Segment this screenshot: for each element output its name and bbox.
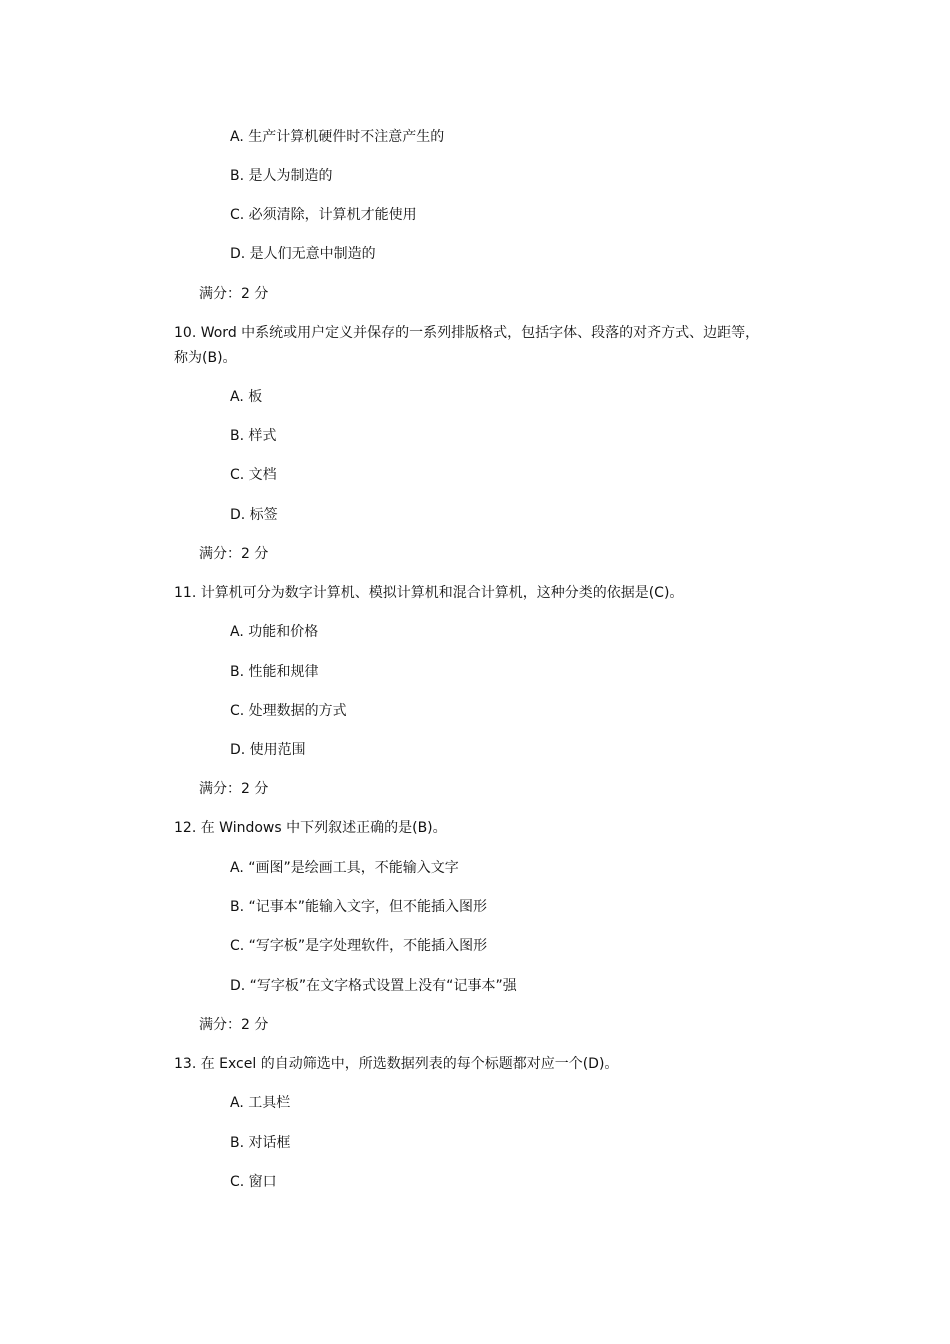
option-c: C. 文档 — [230, 467, 277, 483]
score-text: 满分：2 分 — [199, 1017, 269, 1033]
option-d: D. “写字板”在文字格式设置上没有“记事本”强 — [230, 978, 517, 994]
option-a: A. “画图”是绘画工具，不能输入文字 — [230, 860, 459, 876]
option-a: A. 功能和价格 — [230, 624, 319, 640]
question-11-text: 11. 计算机可分为数字计算机、模拟计算机和混合计算机，这种分类的依据是(C)。 — [174, 585, 684, 601]
option-c: C. 窗口 — [230, 1174, 277, 1190]
option-b: B. 样式 — [230, 428, 277, 444]
option-d: D. 使用范围 — [230, 742, 306, 758]
option-d: D. 标签 — [230, 507, 278, 523]
score-text: 满分：2 分 — [199, 286, 269, 302]
option-b: B. “记事本”能输入文字，但不能插入图形 — [230, 899, 488, 915]
option-a: A. 生产计算机硬件时不注意产生的 — [230, 129, 445, 145]
option-b: B. 是人为制造的 — [230, 168, 333, 184]
option-a: A. 工具栏 — [230, 1095, 291, 1111]
option-b: B. 性能和规律 — [230, 664, 319, 680]
option-d: D. 是人们无意中制造的 — [230, 246, 376, 262]
question-12-text: 12. 在 Windows 中下列叙述正确的是(B)。 — [174, 820, 447, 836]
option-a: A. 板 — [230, 389, 263, 405]
option-b: B. 对话框 — [230, 1135, 291, 1151]
score-text: 满分：2 分 — [199, 546, 269, 562]
question-10-text-cont: 称为(B)。 — [174, 350, 237, 366]
option-c: C. 处理数据的方式 — [230, 703, 347, 719]
question-13-text: 13. 在 Excel 的自动筛选中，所选数据列表的每个标题都对应一个(D)。 — [174, 1056, 619, 1072]
option-c: C. 必须清除，计算机才能使用 — [230, 207, 417, 223]
option-c: C. “写字板”是字处理软件，不能插入图形 — [230, 938, 488, 954]
question-10-text: 10. Word 中系统或用户定义并保存的一系列排版格式，包括字体、段落的对齐方式、边距等， — [174, 325, 760, 341]
score-text: 满分：2 分 — [199, 781, 269, 797]
